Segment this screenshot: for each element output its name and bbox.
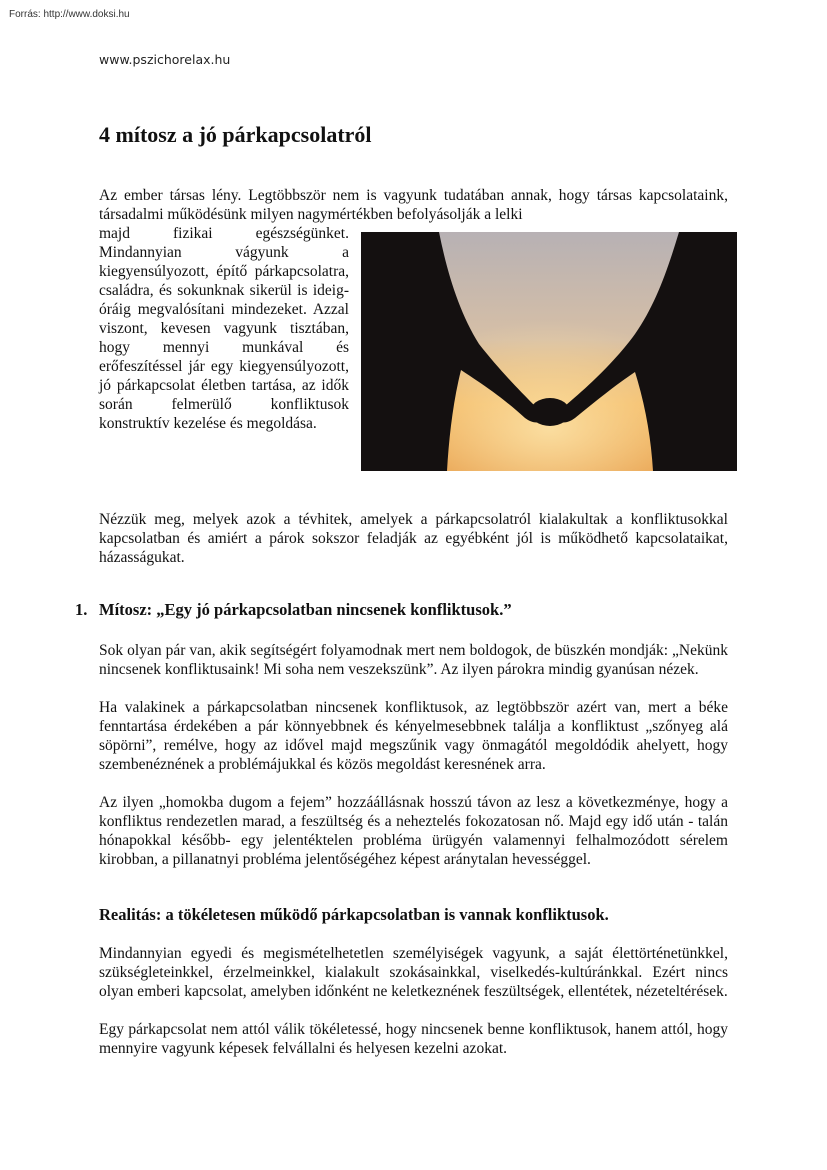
page-title: 4 mítosz a jó párkapcsolatról <box>99 122 372 147</box>
holding-hands-photo <box>361 232 737 471</box>
reality-1-heading: Realitás: a tökéletesen működő párkapcsolatban is vannak konfliktusok. <box>99 905 609 924</box>
myth-1-para-3: Az ilyen „homokba dugom a fejem” hozzáállásnak hosszú távon az lesz a következménye, hogy a konfliktus rendezetlen marad, a feszültség és a neheztelés fokozatosan nő. Majd egy idő után - talán hónapokkal később- egy jelentéktelen probléma ürügyén valamennyi felhalmozódott sérelem kirobban, a pillanatnyi probléma jelentőségéhez képest aránytalan hevességgel. <box>99 794 728 868</box>
reality-1-para-2: Egy párkapcsolat nem attól válik tökéletessé, hogy nincsenek benne konfliktusok, hanem attól, hogy mennyire vagyunk képesek felvállalni és helyesen kezelni azokat. <box>99 1021 728 1057</box>
source-note: Forrás: http://www.doksi.hu <box>9 9 130 20</box>
holding-hands-illustration <box>361 232 737 471</box>
myth-1-para-2: Ha valakinek a párkapcsolatban nincsenek konfliktusok, az legtöbbször azért van, mert a béke fenntartása érdekében a pár könnyebbnek és kényelmesebbnek találja a konfliktust „szőnyeg alá söpörni”, remélve, hogy az idővel majd megszűnik vagy önmagától megoldódik ahelyett, hogy szembenéznének a problémájukkal és közös megoldást keresnének arra. <box>99 699 728 773</box>
intro-lead: Az ember társas lény. Legtöbbször nem is vagyunk tudatában annak, hogy társas kapcsolataink, társadalmi működésünk milyen nagymértékben befolyásolják a lelki <box>99 187 728 223</box>
myth-1-title: Mítosz: „Egy jó párkapcsolatban nincsenek konfliktusok.” <box>99 600 512 619</box>
site-url[interactable]: www.pszichorelax.hu <box>99 52 231 67</box>
para-misconceptions: Nézzük meg, melyek azok a tévhitek, amelyek a párkapcsolatról kialakultak a konfliktusokkal kapcsolatban és amiért a párok sokszor feladják az egyébként jól is működhető kapcsolataikat, házasságukat. <box>99 511 728 566</box>
myth-1-para-1: Sok olyan pár van, akik segítségért folyamodnak mert nem boldogok, de büszkén mondják: „Nekünk nincsenek konfliktusaink! Mi soha nem veszekszünk”. Az ilyen párokra mindig gyanúsan nézek. <box>99 642 728 678</box>
intro-wrap: majd fizikai egészségünket. Mindannyian vágyunk a kiegyensúlyozott, építő párkapcsolatra, családra, és sokunknak sikerül is ideig-óráig megvalósítani mindezeket. Azzal viszont, kevesen vagyunk tisztában, hogy mennyi munkával és erőfeszítéssel jár egy kiegyensúlyozott, jó párkapcsolat életben tartása, az idők során felmerülő konfliktusok konstruktív kezelése és megoldása. <box>99 225 349 432</box>
reality-1-para-1: Mindannyian egyedi és megismételhetetlen személyiségek vagyunk, a saját élettörténetünkkel, szükségleteinkkel, érzelmeinkkel, kialakult szokásainkkal, viselkedés-kultúránkkal. Ezért nincs olyan emberi kapcsolat, amelyben időnként ne keletkeznének feszültségek, ellentétek, nézeteltérések. <box>99 945 728 1000</box>
myth-1-number: 1. <box>75 600 88 619</box>
myth-1-heading <box>75 600 512 620</box>
